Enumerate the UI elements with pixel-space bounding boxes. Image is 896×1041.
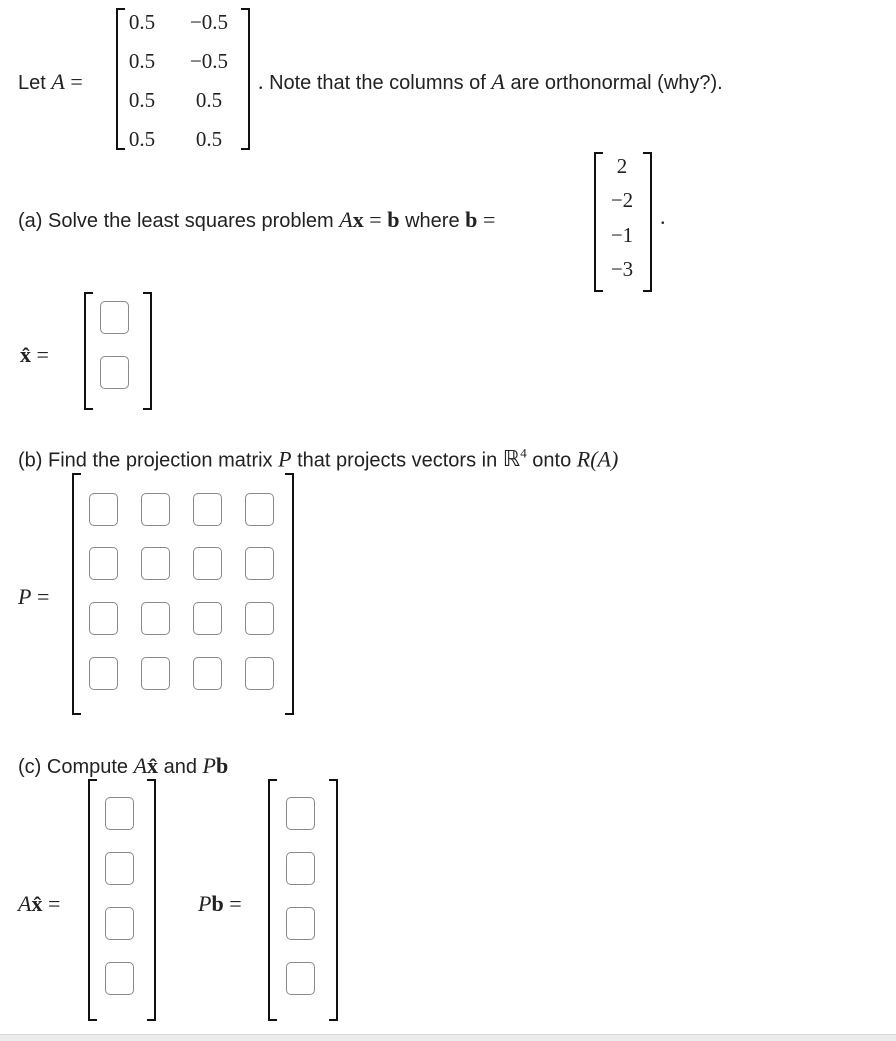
where-text: where [405, 210, 460, 232]
pb-vector [268, 779, 340, 1021]
ax-input-3[interactable] [105, 907, 134, 940]
p-input-r4c4[interactable] [245, 657, 274, 690]
p-input-r2c4[interactable] [245, 547, 274, 580]
pb-equals: = [229, 891, 242, 916]
vector-b-cell: −2 [610, 188, 634, 212]
p-input-r3c4[interactable] [245, 602, 274, 635]
ax-label [18, 891, 60, 917]
xhat-label [20, 342, 49, 368]
p-input-r1c2[interactable] [141, 493, 170, 526]
xhat-right-bracket [143, 292, 152, 410]
p-input-r3c1[interactable] [89, 602, 118, 635]
pb-input-4[interactable] [286, 962, 315, 995]
part-b-question [18, 446, 618, 472]
onto-text: onto [532, 449, 572, 472]
pb-right-bracket [329, 779, 338, 1021]
period: . [258, 69, 264, 94]
var-p: P [278, 446, 292, 472]
p-equals: = [36, 584, 50, 609]
p-input-r3c2[interactable] [141, 602, 170, 635]
p-input-r4c3[interactable] [193, 657, 222, 690]
pb-b: b [211, 891, 224, 916]
matrix-a-cell: 0.5 [128, 127, 156, 151]
ax-input-1[interactable] [105, 797, 134, 830]
matrix-a-cell: 0.5 [195, 127, 223, 151]
part-a-text: (a) Solve the least squares problem [18, 210, 334, 232]
b-label: b [465, 207, 478, 232]
p-input-r3c3[interactable] [193, 602, 222, 635]
pb-input-3[interactable] [286, 907, 315, 940]
p-input-r1c3[interactable] [193, 493, 222, 526]
p-matrix-right-bracket [285, 473, 294, 715]
note-suffix: are orthonormal (why?). [510, 72, 723, 94]
matrix-a [116, 8, 252, 152]
and-text: and [163, 756, 197, 778]
p-input-r1c4[interactable] [245, 493, 274, 526]
ax-xhat: x̂ [31, 891, 43, 916]
matrix-a-cell: 0.5 [128, 49, 156, 73]
pb-left-bracket [268, 779, 277, 1021]
vector-b [594, 152, 654, 292]
part-b-mid: that projects vectors in [297, 449, 498, 472]
note-prefix: Note that the columns of [269, 72, 486, 94]
ax-input-4[interactable] [105, 962, 134, 995]
pb-p: P [198, 891, 212, 916]
pb-input-2[interactable] [286, 852, 315, 885]
p-symbol: P [18, 584, 32, 609]
xhat-vector [84, 292, 154, 410]
matrix-a-cell: 0.5 [128, 88, 156, 112]
pb-label [198, 891, 242, 917]
matrix-a-cell: −0.5 [189, 10, 229, 34]
eq-x: x [352, 207, 364, 232]
eq-equals: = [369, 207, 382, 232]
vector-b-right-bracket [643, 152, 652, 292]
matrix-a-cell: 0.5 [195, 88, 223, 112]
pb-input-1[interactable] [286, 797, 315, 830]
space-symbol: ℝ [502, 446, 521, 472]
vector-b-cell: −1 [610, 223, 634, 247]
expr2-p: P [202, 753, 216, 778]
expr1-a: A [133, 753, 148, 778]
range-a: R(A) [576, 446, 619, 472]
space-exponent: 4 [520, 446, 527, 461]
ax-input-2[interactable] [105, 852, 134, 885]
p-input-r2c3[interactable] [193, 547, 222, 580]
matrix-a-cell: 0.5 [128, 10, 156, 34]
xhat-input-1[interactable] [100, 301, 129, 334]
eq-b: b [387, 207, 400, 232]
ax-equals: = [47, 891, 61, 916]
p-input-r4c2[interactable] [141, 657, 170, 690]
var-a: A [51, 69, 65, 94]
p-label [18, 584, 49, 610]
note-var-a: A [491, 69, 505, 94]
b-equals: = [482, 207, 496, 232]
let-text: Let [18, 72, 46, 94]
part-c-prefix: (c) Compute [18, 756, 129, 778]
ax-a: A [18, 891, 32, 916]
part-b-prefix: (b) Find the projection matrix [18, 449, 273, 472]
xhat-input-2[interactable] [100, 356, 129, 389]
matrix-a-cell: −0.5 [189, 49, 229, 73]
vector-b-cell: −3 [610, 257, 634, 281]
xhat-symbol: x̂ [20, 342, 31, 367]
p-input-r1c1[interactable] [89, 493, 118, 526]
p-input-r2c1[interactable] [89, 547, 118, 580]
expr1-xhat: x̂ [147, 753, 159, 778]
p-matrix [72, 473, 298, 715]
ax-right-bracket [147, 779, 156, 1021]
eq-a: A [339, 207, 353, 232]
equals-sign: = [70, 69, 83, 94]
p-input-r4c1[interactable] [89, 657, 118, 690]
xhat-left-bracket [84, 292, 93, 410]
vector-b-cell: 2 [616, 154, 628, 178]
vector-b-period: . [660, 204, 666, 229]
ax-left-bracket [88, 779, 97, 1021]
p-matrix-left-bracket [72, 473, 81, 715]
space-r4 [503, 446, 527, 471]
xhat-equals: = [36, 342, 49, 367]
matrix-a-right-bracket [241, 8, 250, 150]
part-a-question [18, 207, 495, 233]
expr2-b: b [216, 753, 229, 778]
ax-vector [88, 779, 158, 1021]
p-input-r2c2[interactable] [141, 547, 170, 580]
part-c-question [18, 753, 228, 779]
intro-let-label [18, 69, 83, 95]
intro-note [258, 69, 723, 95]
